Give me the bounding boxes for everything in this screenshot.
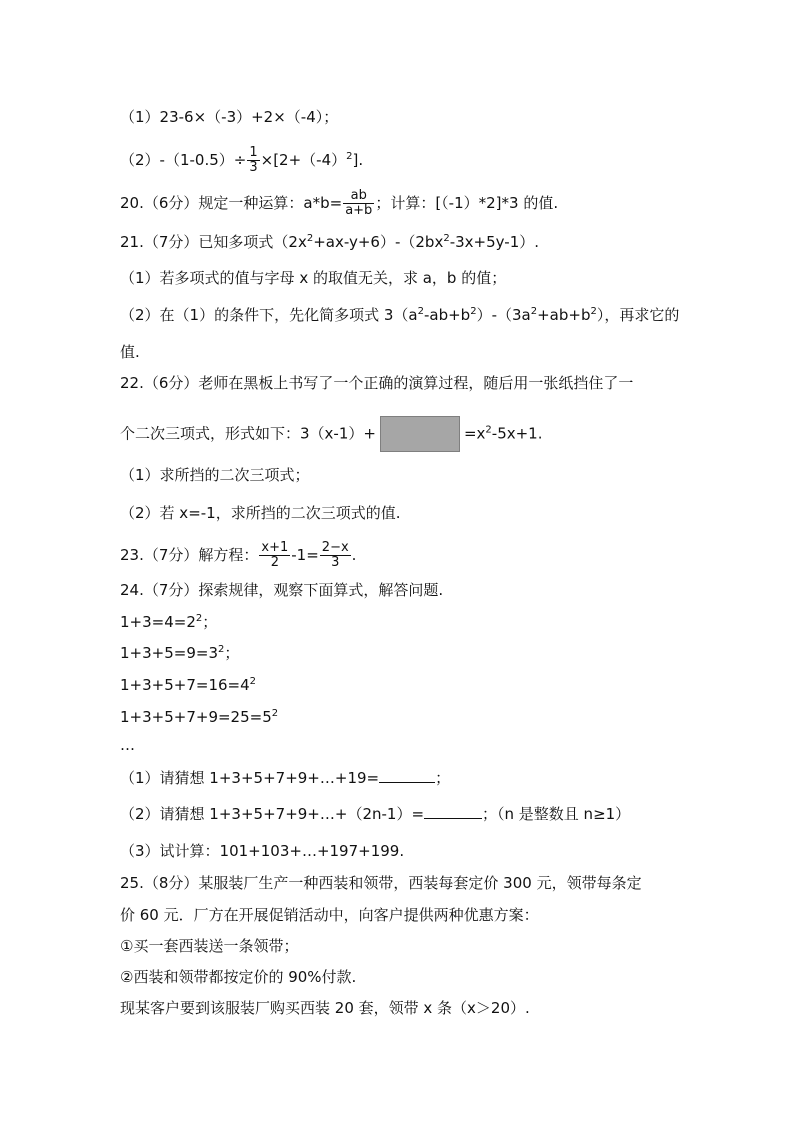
subq-text: ；（n 是整数且 n≥1） [482,805,631,823]
answer-blank[interactable] [379,768,435,783]
subq-text: -ab+b [423,306,471,324]
exponent: 2 [417,306,424,317]
ellipsis [120,735,135,755]
question-text: +ax-y+6）-（2bx [313,233,444,251]
question-20 [120,189,558,218]
question-22-line-2 [120,416,543,452]
offer-option-1 [120,936,298,956]
subq-text: （1）若多项式的值与字母 x 的取值无关，求 a，b 的值； [120,269,507,287]
subq-text: +ab+b [537,306,591,324]
paper-cover-box [380,416,460,452]
pattern-text: 1+3+5+7+9=25=5 [120,708,272,726]
question-24-sub-2 [120,804,630,824]
subq-text: ）-（3a [476,306,531,324]
pattern-text: 1+3=4=2 [120,613,196,631]
exponent: 2 [195,613,203,624]
question-text: 25.（8分）某服装厂生产一种西装和领带，西装每套定价 300 元，领带每条定 [120,874,642,892]
exponent: 2 [249,676,257,687]
subq-text: （2）若 x=-1，求所挡的二次三项式的值. [120,504,401,522]
subq-text: 值. [120,343,140,361]
numerator: ab [343,189,374,204]
question-text: =x [463,424,486,443]
pattern-row-2 [120,643,239,663]
ellipsis-text: … [120,736,135,754]
pattern-row-4 [120,707,278,727]
fraction [247,146,259,175]
subq-text: （1）请猜想 1+3+5+7+9+…+19= [120,769,380,787]
question-21 [120,232,539,252]
question-text: -5x+1. [491,424,543,443]
exponent: 2 [306,233,314,244]
exponent: 2 [443,233,450,244]
exponent: 2 [218,644,225,655]
exponent: 2 [470,306,477,317]
question-text: 现某客户要到该服装厂购买西装 20 套，领带 x 条（x＞20）. [120,999,530,1017]
pattern-text: ； [202,613,218,631]
question-22-sub-2 [120,503,400,523]
question-21-sub-2-cont [120,342,140,362]
pattern-row-1 [120,612,217,632]
subq-text: ），再求它的 [596,306,680,324]
pattern-row-3 [120,675,256,695]
exponent: 2 [530,306,538,317]
question-text: 个二次三项式，形式如下：3（x-1）+ [120,424,376,443]
denominator: 3 [331,555,340,570]
subq-label: （2） [120,151,160,169]
question-22 [120,373,633,393]
exponent: 2 [590,306,597,317]
question-text: -3x+5y-1）. [449,233,540,251]
option-text: ①买一套西装送一条领带； [120,937,299,955]
subq-label: （1） [120,108,160,126]
option-text: ②西装和领带都按定价的 90%付款. [120,968,357,986]
problem-2-line [120,146,363,175]
question-24-sub-1 [120,768,450,788]
subq-text: （1）求所挡的二次三项式； [120,466,310,484]
expression-part: ]. [352,151,364,169]
question-21-sub-1 [120,268,506,288]
question-text: 23.（7分）解方程： [120,546,259,564]
exponent: 2 [271,708,279,719]
subq-text: （2）请猜想 1+3+5+7+9+…+（2n-1）= [120,805,425,823]
question-text: 22.（6分）老师在黑板上书写了一个正确的演算过程，随后用一张纸挡住了一 [120,374,634,392]
pattern-text: 1+3+5=9=3 [120,644,218,662]
denominator: a+b [345,203,373,218]
numerator: 1 [249,145,258,160]
question-25-line-2 [120,905,539,925]
equation-part: . [351,546,357,564]
numerator: x+1 [261,540,289,555]
question-25-line-5 [120,998,530,1018]
pattern-text: 1+3+5+7=16=4 [120,676,250,694]
subq-text: （3）试计算：101+103+…+197+199. [120,842,405,860]
question-24 [120,580,443,600]
subq-text: （2）在（1）的条件下，先化简多项式 3（a [120,306,418,324]
subq-text: ； [435,769,451,787]
fraction [320,541,351,570]
question-text: ；计算：[（-1）*2]*3 的值. [375,194,559,212]
question-25 [120,873,642,893]
exponent: 2 [346,151,353,162]
question-21-sub-2 [120,305,679,325]
answer-blank[interactable] [424,804,482,819]
numerator: 2−x [321,540,349,555]
question-text: 21.（7分）已知多项式（2x [120,233,307,251]
question-text: 价 60 元．厂方在开展促销活动中，向客户提供两种优惠方案： [120,906,539,924]
expression-part: -（1-0.5）÷ [159,151,247,169]
expression-part: ×[2+（-4） [260,151,347,169]
problem-1-line [120,107,338,127]
expression: 23-6×（-3）+2×（-4）； [159,108,339,126]
question-text: 20.（6分）规定一种运算：a*b= [120,194,343,212]
fraction [259,541,290,570]
denominator: 3 [249,160,258,175]
question-23 [120,541,356,570]
question-22-sub-1 [120,465,310,485]
equation-part: -1= [291,546,319,564]
offer-option-2 [120,967,356,987]
question-24-sub-3 [120,841,404,861]
fraction [343,189,374,218]
pattern-text: ； [224,644,240,662]
question-text: 24.（7分）探索规律，观察下面算式，解答问题. [120,581,444,599]
denominator: 2 [270,555,279,570]
exponent: 2 [485,424,492,436]
